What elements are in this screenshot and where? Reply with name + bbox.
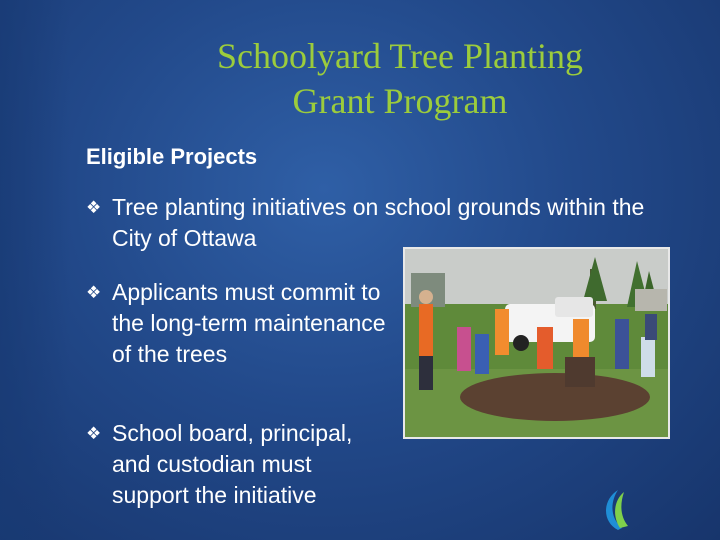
bullet-icon: ❖: [86, 283, 102, 302]
bullet-text-3: School board, principal, and custodian must support the initiative: [112, 420, 353, 508]
bullet-item-2: [86, 277, 386, 370]
photo-image: [405, 249, 668, 437]
bullet-item-3: [86, 418, 386, 511]
bullet-text-2: Applicants must commit to the long-term maintenance of the trees: [112, 279, 386, 367]
ottawa-logo-icon: [598, 484, 706, 536]
bullet-icon: ❖: [86, 424, 102, 443]
title-line-2: Grant Program: [292, 81, 508, 121]
bullet-item-1: [86, 192, 666, 254]
ottawa-logo: [598, 484, 706, 536]
left-gradient-band: [0, 0, 70, 540]
slide-title: [150, 34, 650, 124]
tree-planting-photo: [403, 247, 670, 439]
section-heading: Eligible Projects: [86, 144, 258, 169]
bullet-icon: ❖: [86, 198, 102, 217]
title-line-1: Schoolyard Tree Planting: [217, 36, 583, 76]
bullet-text-1: Tree planting initiatives on school grounds within the City of Ottawa: [112, 194, 645, 251]
